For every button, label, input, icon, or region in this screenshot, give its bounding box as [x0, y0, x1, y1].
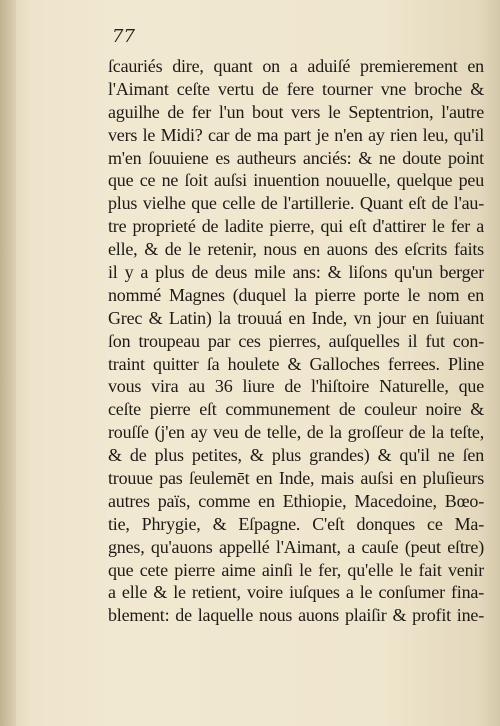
text-line: m'en ſouuiene es autheurs anciés: & ne doute point — [108, 147, 484, 168]
text-line: que cete pierre aime ainſi le fer, qu'elle le fait venir — [108, 559, 484, 580]
text-line: que ce ne ſoit auſsi inuention nouuelle, quelque peu — [108, 170, 484, 191]
text-line: rouſſe (j'en ay veu de telle, de la groſſeur de la teſte, — [108, 422, 484, 443]
text-line: l'Aimant ceſte vertu de fere tourner vne broche & — [108, 78, 484, 99]
text-line: ſon troupeau par ces pierres, auſquelles il fut con- — [108, 330, 484, 351]
text-line: ceſte pierre eſt communement de couleur noire & — [108, 399, 484, 420]
text-line: Grec & Latin) la trouuá en Inde, vn jour en ſuiuant — [108, 307, 484, 328]
text-line: plus vielhe que celle de l'artillerie. Quant eſt de l'au- — [108, 193, 484, 214]
text-line: ſcauriés dire, quant on a aduiſé premierement en — [108, 56, 484, 76]
text-line: traint quitter ſa houlete & Galloches ferrees. Pline — [108, 353, 484, 374]
text-line: autres païs, comme en Ethiopie, Macedoine, Bœo- — [108, 490, 484, 511]
text-line: vers le Midi? car de ma part je n'en ay rien leu, qu'il — [108, 124, 484, 145]
text-line: vous vira au 36 liure de l'hiſtoire Naturelle, que — [108, 376, 484, 397]
text-line: il y a plus de deus mile ans: & liſons qu'un berger — [108, 262, 484, 283]
binding-gutter — [0, 0, 16, 726]
text-line: elle, & de le retenir, nous en auons des eſcrits faits — [108, 239, 484, 260]
text-line: gnes, qu'auons appellé l'Aimant, a cauſe (peut eſtre) — [108, 536, 484, 557]
text-line: nommé Magnes (duquel la pierre porte le nom en — [108, 284, 484, 305]
text-line: aguilhe de fer l'un bout vers le Septentrion, l'autre — [108, 101, 484, 122]
text-line: tre proprieté de ladite pierre, qui eſt d'attirer le fer a — [108, 216, 484, 237]
page-number: 77 — [112, 26, 135, 47]
text-line: tie, Phrygie, & Eſpagne. C'eſt donques ce Ma- — [108, 513, 484, 534]
text-line: blement: de laquelle nous auons plaiſir & profit ine- — [108, 605, 484, 626]
body-text — [108, 55, 484, 627]
text-line: trouue pas ſeulemēt en Inde, mais auſsi en pluſieurs — [108, 468, 484, 489]
text-line: & de plus petites, & plus grandes) & qu'il ne ſen — [108, 445, 484, 466]
text-line: a elle & le retient, voire iuſques a le conſumer fina- — [108, 582, 484, 603]
